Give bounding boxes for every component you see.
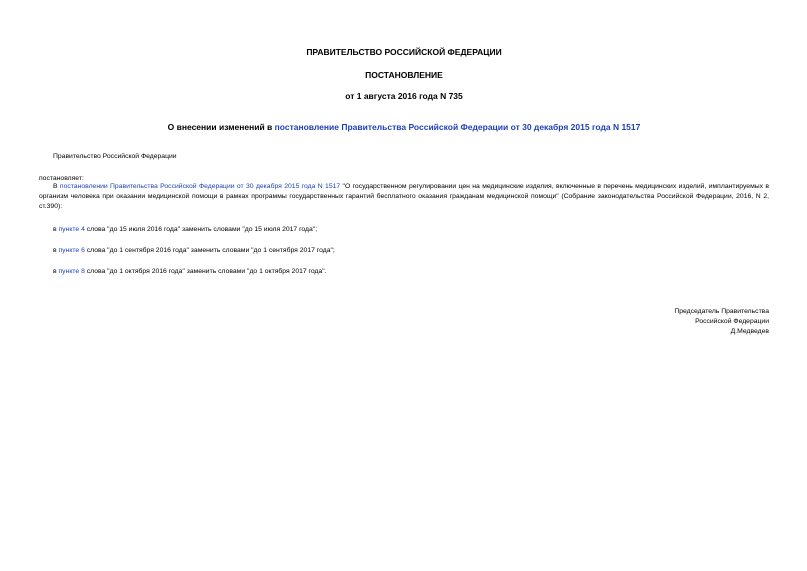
paragraph-government: Правительство Российской Федерации <box>53 153 177 160</box>
main-quote: "О государственном регулировании цен на медицинские изделия, включенные в перечень медицинских изделий, имплантируемых в организм человека при оказании медицинской помощи в рамках программы государственных гарантий бесплатного оказания гражданам медицинской помощи" <box>39 183 769 200</box>
main-prefix: В <box>53 183 60 190</box>
item-link[interactable]: пункте 8 <box>58 268 85 275</box>
signature-org: Российской Федерации <box>695 318 769 325</box>
list-item: в пункте 4 слова "до 15 июля 2016 года" заменить словами "до 15 июля 2017 года"; <box>53 226 318 233</box>
document-title <box>39 122 769 132</box>
main-link[interactable]: постановлении Правительства Российской Федерации от 30 декабря 2015 года N 1517 <box>59 183 341 190</box>
paragraph-decree: постановляет: <box>39 175 84 182</box>
signature-position: Председатель Правительства <box>674 308 769 315</box>
item-link[interactable]: пункте 6 <box>58 247 85 254</box>
title-link[interactable]: постановление Правительства Российской Федерации от 30 декабря 2015 года N 1517 <box>274 122 641 132</box>
header-government: ПРАВИТЕЛЬСТВО РОССИЙСКОЙ ФЕДЕРАЦИИ <box>306 47 502 57</box>
header-doc-type: ПОСТАНОВЛЕНИЕ <box>365 70 443 80</box>
title-prefix: О внесении изменений в <box>167 122 275 132</box>
header-doc-date-number: от 1 августа 2016 года N 735 <box>345 91 463 101</box>
paragraph-main <box>39 182 769 212</box>
list-item: в пункте 6 слова "до 1 сентября 2016 года" заменить словами "до 1 сентября 2017 года"; <box>53 247 335 254</box>
document-page <box>39 0 769 571</box>
signature-block <box>674 307 769 337</box>
main-suffix: (Собрание законодательства Российской Федерации, 2016, N 2, ст.390): <box>39 193 769 210</box>
item-link[interactable]: пункте 4 <box>58 226 85 233</box>
list-item: в пункте 8 слова "до 1 октября 2016 года" заменить словами "до 1 октября 2017 года". <box>53 268 327 275</box>
signature-name: Д.Медведев <box>730 328 769 335</box>
